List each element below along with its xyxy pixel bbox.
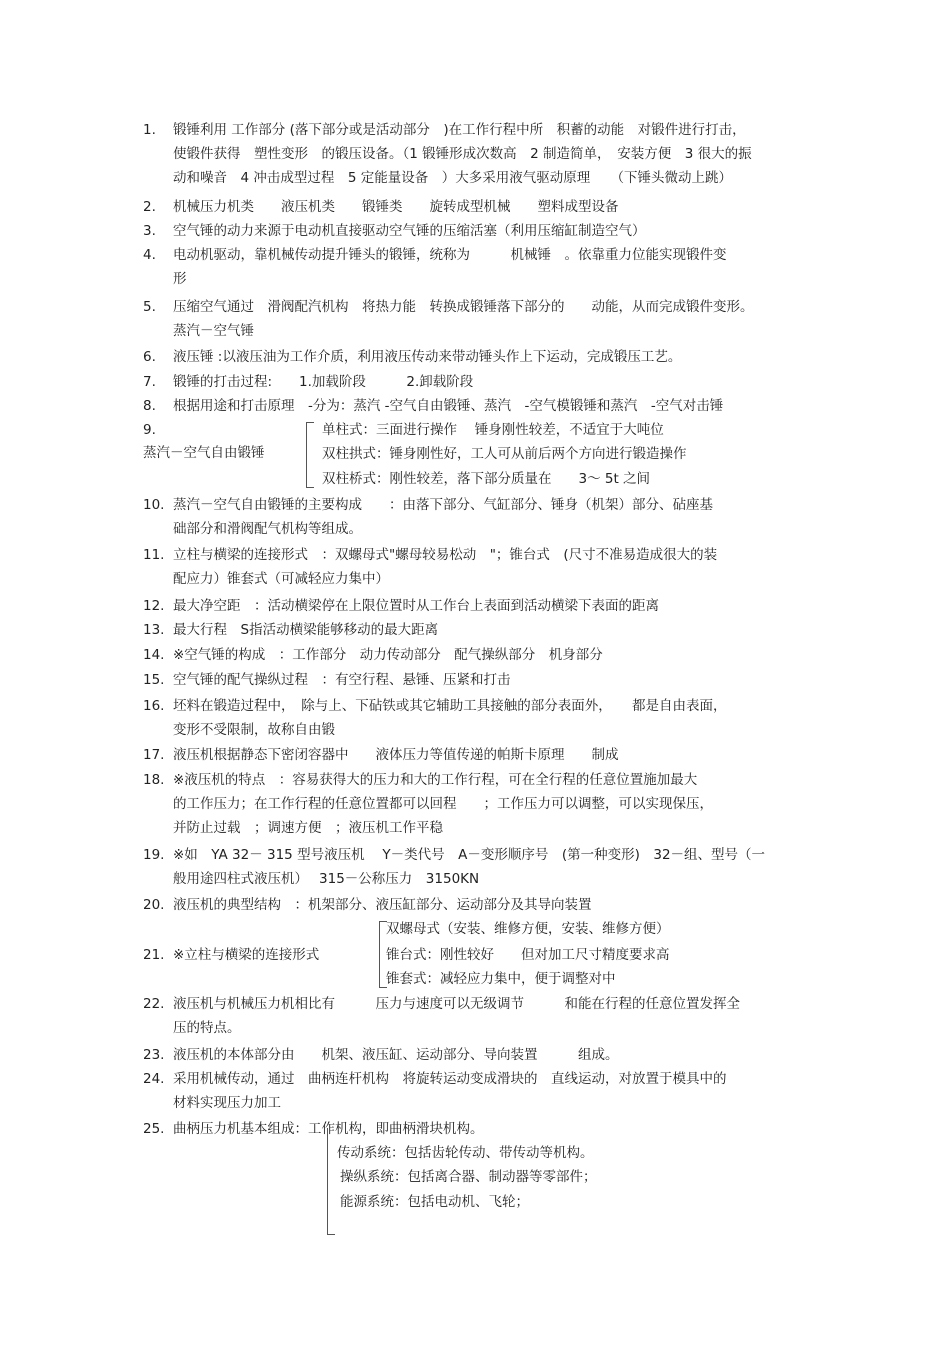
brace-branch: 操纵系统：包括离合器、制动器等零部件； (340, 1169, 597, 1185)
item-line: 蒸汽－空气锤 (173, 323, 254, 339)
item-line: 的工作压力；在工作行程的任意位置都可以回程 ；工作压力可以调整，可以实现保压， (173, 796, 713, 812)
item-line: 材料实现压力加工 (173, 1095, 281, 1111)
brace-branch: 双柱桥式：刚性较差，落下部分质量在 3～ 5t 之间 (322, 471, 651, 487)
item-line: 根据用途和打击原理 -分为：蒸汽 -空气自由锻锤、蒸汽 -空气模锻锤和蒸汽 -空气对击锤 (173, 398, 724, 414)
item-line: 机械压力机类 液压机类 锻锤类 旋转成型机械 塑料成型设备 (173, 199, 619, 215)
item-number: 7. (143, 374, 156, 390)
item-line: 变形不受限制，故称自由锻 (173, 722, 335, 738)
item-line: 锻锤的打击过程: 1.加载阶段 2.卸载阶段 (173, 374, 501, 390)
item-number: 16. (143, 698, 165, 714)
brace-bottom (306, 487, 314, 488)
list-item (143, 618, 813, 642)
item-number: 24. (143, 1071, 165, 1087)
item-number: 21. (143, 947, 165, 963)
list-item (143, 843, 813, 891)
item-number: 4. (143, 247, 156, 263)
item-number: 5. (143, 299, 156, 315)
list-item (143, 493, 813, 541)
list-item (143, 743, 813, 767)
item-number: 9. (143, 422, 156, 438)
item-title: 曲柄压力机基本组成：工作机构，即曲柄滑块机构。 (173, 1121, 484, 1137)
item-number: 14. (143, 647, 165, 663)
list-item (143, 768, 813, 840)
list-item (143, 1043, 813, 1067)
brace (306, 422, 307, 487)
item-number: 11. (143, 547, 165, 563)
brace-branch: 传动系统：包括齿轮传动、带传动等机构。 (337, 1145, 594, 1161)
item-number: 8. (143, 398, 156, 414)
list-item (143, 992, 813, 1040)
list-item (143, 195, 813, 219)
item-line: 使锻件获得 塑性变形 的锻压设备。（1 锻锤形成次数高 2 制造简单， 安装方便 3 很大的振 (173, 146, 752, 162)
list-item (143, 543, 813, 591)
brace-branch: 锥套式：减轻应力集中，便于调整对中 (386, 971, 616, 987)
brace-branch: 双螺母式（安装、维修方便，安装、维修方便） (386, 921, 670, 937)
item-line: 蒸汽－空气自由锻锤的主要构成 ：由落下部分、气缸部分、锤身（机架）部分、砧座基 (173, 497, 713, 513)
list-item (143, 594, 813, 618)
item-line: 础部分和滑阀配气机构等组成。 (173, 521, 362, 537)
item-line: 电动机驱动，靠机械传动提升锤头的锻锤，统称为 机械锤 。依靠重力位能实现锻件变 (173, 247, 727, 263)
item-line: 液压机与机械压力机相比有 压力与速度可以无级调节 和能在行程的任意位置发挥全 (173, 996, 740, 1012)
list-item (143, 694, 813, 742)
item-line: 最大净空距 ：活动横梁停在上限位置时从工作台上表面到活动横梁下表面的距离 (173, 598, 659, 614)
item-number: 18. (143, 772, 165, 788)
item-line: 采用机械传动，通过 曲柄连杆机构 将旋转运动变成滑块的 直线运动，对放置于模具中的 (173, 1071, 727, 1087)
item-line: 液压机的典型结构 ：机架部分、液压缸部分、运动部分及其导向装置 (173, 897, 619, 913)
item-line: 般用途四柱式液压机） 315－公称压力 3150KN (173, 871, 480, 887)
brace (327, 1128, 328, 1234)
list-item (143, 295, 813, 343)
item-line: 空气锤的配气操纵过程 ：有空行程、悬锤、压紧和打击 (173, 672, 511, 688)
item-line: ※空气锤的构成 ：工作部分 动力传动部分 配气操纵部分 机身部分 (173, 647, 603, 663)
list-item (143, 394, 813, 418)
item-number: 13. (143, 622, 165, 638)
item-line: 立柱与横梁的连接形式 ：双螺母式"螺母较易松动 "；锥台式 (尺寸不准易造成很大的装 (173, 547, 718, 563)
list-item (143, 370, 813, 394)
brace-top (306, 422, 314, 423)
list-item (143, 219, 813, 243)
brace-bottom (327, 1234, 335, 1235)
list-item (143, 345, 813, 369)
item-line: 动和噪音 4 冲击成型过程 5 定能量设备 ）大多采用液气驱动原理 （下锤头微动上跳） (173, 170, 733, 186)
brace (379, 921, 380, 987)
brace-branch: 锥台式：刚性较好 但对加工尺寸精度要求高 (386, 947, 670, 963)
item-title: 蒸汽－空气自由锻锤 (143, 445, 265, 461)
item-number: 6. (143, 349, 156, 365)
item-number: 22. (143, 996, 165, 1012)
item-line: 压的特点。 (173, 1020, 241, 1036)
item-line: 形 (173, 271, 187, 287)
item-number: 15. (143, 672, 165, 688)
item-number: 2. (143, 199, 156, 215)
item-number: 12. (143, 598, 165, 614)
item-line: 锻锤利用 工作部分 (落下部分或是活动部分 )在工作行程中所 积蓄的动能 对锻件进行打击， (173, 122, 746, 138)
item-number: 17. (143, 747, 165, 763)
item-number: 25. (143, 1121, 165, 1137)
item-line: 空气锤的动力来源于电动机直接驱动空气锤的压缩活塞（利用压缩缸制造空气） (173, 223, 646, 239)
item-number: 1. (143, 122, 156, 138)
brace-branch: 单柱式：三面进行操作 锤身刚性较差，不适宜于大吨位 (322, 422, 664, 438)
item-line: 压缩空气通过 滑阀配汽机构 将热力能 转换成锻锤落下部分的 动能，从而完成锻件变形。 (173, 299, 754, 315)
item-number: 23. (143, 1047, 165, 1063)
item-line: 液压机的本体部分由 机架、液压缸、运动部分、导向装置 组成。 (173, 1047, 619, 1063)
item-number: 19. (143, 847, 165, 863)
item-line: 液压锤 :以液压油为工作介质，利用液压传动来带动锤头作上下运动，完成锻压工艺。 (173, 349, 682, 365)
item-number: 20. (143, 897, 165, 913)
item-line: 配应力）锥套式（可减轻应力集中） (173, 571, 389, 587)
list-item (143, 1067, 813, 1115)
item-number: 10. (143, 497, 165, 513)
item-line: 并防止过载 ；调速方便 ；液压机工作平稳 (173, 820, 443, 836)
list-item (143, 668, 813, 692)
brace-branch: 能源系统：包括电动机、飞轮； (340, 1194, 529, 1210)
item-line: 坯料在锻造过程中， 除与上、下砧铁或其它辅助工具接触的部分表面外， 都是自由表面， (173, 698, 727, 714)
list-item (143, 118, 813, 190)
list-item (143, 893, 813, 917)
item-number: 3. (143, 223, 156, 239)
item-title: ※立柱与横梁的连接形式 (173, 947, 320, 963)
item-line: ※如 YA 32－ 315 型号液压机 Y－类代号 A－变形顺序号 (第一种变形) 32－组、型号（一 (173, 847, 766, 863)
list-item (143, 643, 813, 667)
item-line: 液压机根据静态下密闭容器中 液体压力等值传递的帕斯卡原理 制成 (173, 747, 619, 763)
list-item (143, 243, 813, 291)
item-line: ※液压机的特点 ：容易获得大的压力和大的工作行程，可在全行程的任意位置施加最大 (173, 772, 698, 788)
item-line: 最大行程 S指活动横梁能够移动的最大距离 (173, 622, 439, 638)
brace-branch: 双柱拱式：锤身刚性好，工人可从前后两个方向进行锻造操作 (322, 446, 687, 462)
